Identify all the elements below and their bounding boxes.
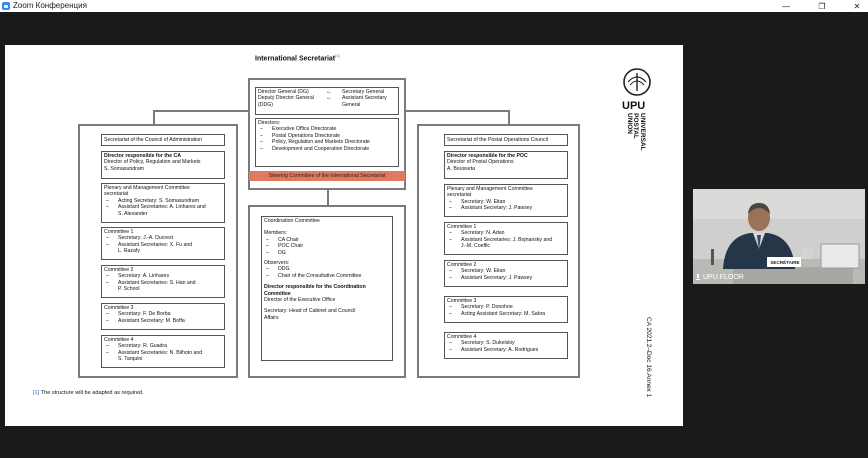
- upu-logo-text: UPU: [622, 100, 646, 112]
- ca-plenary: Plenary and Management Committee secretariat – Acting Secretary: S. Somasundram – Assistant Secretaries: A. Linhares and S. Alexander: [101, 183, 225, 223]
- ca-director: Director responsible for the CA Director of Policy, Regulation and Markets S. Somasundram: [101, 151, 225, 179]
- participant-name: UPU FLOOR: [703, 274, 744, 281]
- microphone-icon: [695, 274, 701, 281]
- poc-director: Director responsible for the POC Director of Postal Operations A. Bousseta: [444, 151, 568, 179]
- poc-committee-4: Committee 4 – Secretary: S. Dukelskiy – Assistant Secretary: A. Rodrigues: [444, 332, 568, 359]
- coordination-committee: Coordination Committee Members: – CA Chair – POC Chair – DG Observers: – DDG – Chair of the Consultative Committee Director responsible for the Coordination Committee Director of the Executive Office Secretary: Head of Cabinet and Council Affairs: [261, 216, 393, 361]
- connector-right-down: [508, 110, 510, 124]
- footnote: [1] The structure will be adapted as required.: [33, 390, 144, 396]
- participant-label: [695, 274, 744, 281]
- ca-committee-1: Committee 1 – Secretary: J.-A. Ducrest – Assistant Secretaries: X. Fu and L. Razafy: [101, 227, 225, 260]
- close-button[interactable]: ✕: [853, 1, 861, 11]
- slide-heading: International Secretariat[1]: [255, 53, 340, 63]
- ca-committee-2: Committee 2 – Secretary: A. Linhares – Assistant Secretaries: S. Han and P. School: [101, 265, 225, 298]
- upu-emblem-icon: [622, 67, 652, 99]
- ca-committee-3: Committee 3 – Secretary: F. De Borba – Assistant Secretary: M. Boffa: [101, 303, 225, 330]
- shared-slide: International Secretariat[1] Director General (DG) ↔ Secretary General Deputy Director General ↔ Assistant Secretary (DDG) General Directors: – Executive Office Directorate – Postal Operations Directorate – Policy, Regulation and Markets Directorate – Development and Cooperation Directorate Steering Committee of the International Secretariat Secretariat of the Council of Administration Director responsible for the CA Director of Policy, Regulation and Markets S. Somasundram Plenary and Management Committee secretariat – Acting Secretary: S. Somasundram – Assistant Secretaries: A. Linhares and S. Alexander Committee 1 – Secretary: J.-A. Ducrest – Assistant Secretaries: X. Fu and L. Razafy Committee 2 – Secretary: A. Linhares – Assistant Secretaries: S. Han and P. School Committee 3 – Secretary: F. De Borba – Assistant Secretary: M. Boffa Committee 4 – Secretary: R. Guadra – Assistant Secretaries: N. Bilhoto and S. Tarquini Coordination Committee Members: – CA Chair – POC Chair – DG Observers: – DDG – Chair of the Consultative Committee Director responsible for the Coordination Committee Director of the Executive Office Secretary: Head of Cabinet and Council Affairs Secretariat of the Postal Operations Council Director responsible for the POC Director of Postal Operations A. Bousseta Plenary and Management Committee secretariat – Secretary: W. Eitan – Assistant Secretary: J. Pawsey Committee 1 – Secretary: N. Adan – Assistant Secretaries: J. Bojnansky and J.-M. Coeffic Committee 2 – Secretary: W. Eitan – Assistant Secretary: J. Pawsey Committee 3 – Secretary: P. Donohoe – Acting Assistant Secretary: M. Sabra Committee 4 – Secretary: S. Dukelskiy – Assistant Secretary: A. Rodrigues [1] The structure will be adapted as required. UPU UNIVERSAL POSTAL UNION CA 2021.2–Doc 16.Annex 1: [5, 45, 683, 426]
- ca-secretariat-box: [78, 124, 238, 378]
- poc-title: Secretariat of the Postal Operations Council: [444, 134, 568, 146]
- poc-secretariat-box: [417, 124, 580, 378]
- video-frame: [693, 189, 865, 284]
- poc-committee-1: Committee 1 – Secretary: N. Adan – Assistant Secretaries: J. Bojnansky and J.-M. Coeffic: [444, 222, 568, 255]
- coordination-box: [248, 205, 406, 378]
- minimize-button[interactable]: —: [782, 1, 790, 11]
- zoom-icon: [2, 2, 10, 10]
- steering-committee: Steering Committee of the International Secretariat: [249, 171, 405, 181]
- ca-title: Secretariat of the Council of Administration: [101, 134, 225, 146]
- window-title: Zoom Конференция: [13, 1, 87, 10]
- title-bar: [0, 0, 868, 12]
- participant-video[interactable]: [693, 189, 865, 284]
- poc-committee-3: Committee 3 – Secretary: P. Donohoe – Acting Assistant Secretary: M. Sabra: [444, 296, 568, 323]
- connector-left: [153, 110, 248, 112]
- dg-outer-box: [248, 78, 406, 190]
- poc-plenary: Plenary and Management Committee secretariat – Secretary: W. Eitan – Assistant Secretary: J. Pawsey: [444, 184, 568, 217]
- dg-block: Director General (DG) ↔ Secretary General Deputy Director General ↔ Assistant Secretary (DDG) General: [255, 87, 399, 115]
- connector-right: [404, 110, 509, 112]
- directors-block: Directors: – Executive Office Directorate – Postal Operations Directorate – Policy, Regulation and Markets Directorate – Development and Cooperation Directorate: [255, 118, 399, 167]
- maximize-button[interactable]: ❐: [818, 1, 826, 11]
- connector-center: [327, 189, 329, 205]
- connector-left-down: [153, 110, 155, 124]
- ca-committee-4: Committee 4 – Secretary: R. Guadra – Assistant Secretaries: N. Bilhoto and S. Tarquini: [101, 335, 225, 368]
- poc-committee-2: Committee 2 – Secretary: W. Eitan – Assistant Secretary: J. Pawsey: [444, 260, 568, 287]
- nameplate: SECRÉTAIRE: [770, 260, 800, 265]
